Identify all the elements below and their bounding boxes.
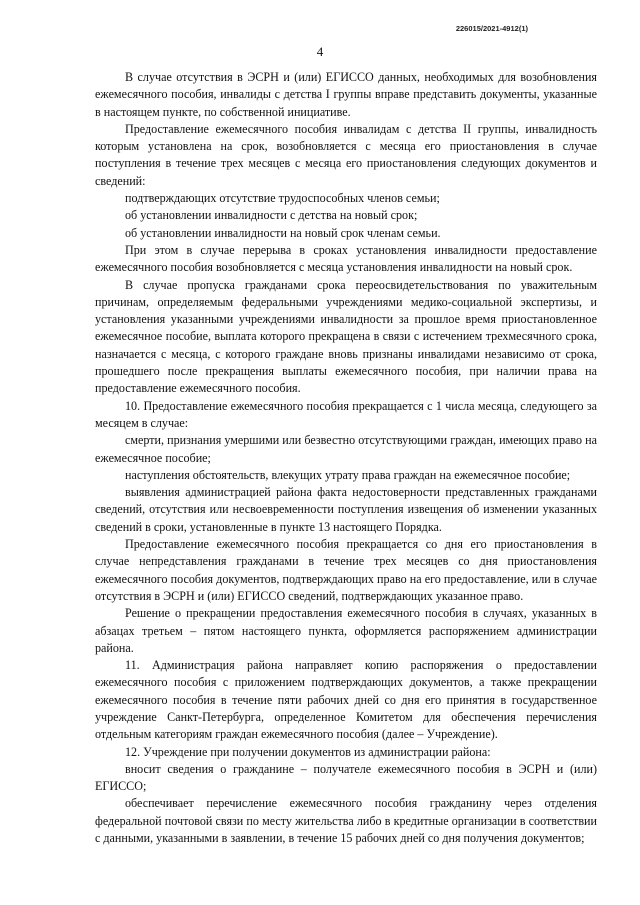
paragraph: 12. Учреждение при получении документов из администрации района: <box>125 744 491 759</box>
page-number: 4 <box>316 44 324 59</box>
paragraph: Предоставление ежемесячного пособия прекращается со дня его приостановления в случае непредставления гражданами в течение трех месяцев со дня приостановления ежемесячного пособия документов, подтверждающих право на его предоставление, или в случае отсутствия в ЭСРН и (или) ЕГИССО сведений, подтверждающих указанное право. <box>95 537 597 603</box>
paragraph: вносит сведения о гражданине – получателе ежемесячного пособия в ЭСРН и (или) ЕГИССО; <box>95 761 597 794</box>
paragraph: обеспечивает перечисление ежемесячного пособия гражданину через отделения федеральной почтовой связи по месту жительства либо в кредитные организации в соответствии с данными, указанными в заявлении, в течение 15 рабочих дней со дня получения документов; <box>95 796 597 846</box>
paragraph: 10. Предоставление ежемесячного пособия прекращается с 1 числа месяца, следующего за месяцем в случае: <box>95 398 597 430</box>
paragraph: подтверждающих отсутствие трудоспособных членов семьи; <box>125 191 440 206</box>
paragraph: выявления администрацией района факта недостоверности представленных гражданами сведений, отсутствия или несвоевременности поступления извещения об изменении указанных сведений в сроки, установленные в пункте 13 настоящего Порядка. <box>95 485 597 534</box>
document-id: 226015/2021-4912(1) <box>455 24 528 33</box>
document-body <box>95 69 597 847</box>
paragraph: об установлении инвалидности с детства на новый срок; <box>125 208 418 223</box>
paragraph: В случае отсутствия в ЭСРН и (или) ЕГИССО данных, необходимых для возобновления ежемесячного пособия, инвалиды с детства I группы вправе представить документы, указанные в настоящем пункте, по собственной инициативе. <box>95 70 597 119</box>
paragraph: 11. Администрация района направляет копию распоряжения о предоставлении ежемесячного пособия с приложением подтверждающих документов, а также прекращении ежемесячного пособия в течение пяти рабочих дней со дня его принятия в государственное учреждение Санкт-Петербурга, определенное Комитетом для обеспечения перечисления отдельным категориям граждан ежемесячного пособия (далее – Учреждение). <box>95 658 597 742</box>
paragraph: Предоставление ежемесячного пособия инвалидам с детства II группы, инвалидность которым установлена на срок, возобновляется с месяца его приостановления в случае поступления в течение трех месяцев с месяца его приостановления следующих документов и сведений: <box>95 121 597 188</box>
paragraph: Решение о прекращении предоставления ежемесячного пособия в случаях, указанных в абзацах третьем – пятом настоящего пункта, оформляется распоряжением администрации района. <box>95 606 597 655</box>
paragraph: При этом в случае перерыва в сроках установления инвалидности предоставление ежемесячного пособия возобновляется с месяца установления инвалидности на новый срок. <box>95 242 597 275</box>
paragraph: об установлении инвалидности на новый срок членам семьи. <box>125 225 441 240</box>
paragraph: смерти, признания умершими или безвестно отсутствующими граждан, имеющих право на ежемесячное пособие; <box>95 433 597 465</box>
paragraph: наступления обстоятельств, влекущих утрату права граждан на ежемесячное пособие; <box>125 467 571 482</box>
paragraph: В случае пропуска гражданами срока переосвидетельствования по уважительным причинам, определяемым федеральными учреждениями медико-социальной экспертизы, и установления указанными учреждениями инвалидности за прошлое время приостановленное ежемесячное пособие, выплата которого прекращена в связи с истечением трехмесячного срока, назначается с месяца, с которого граждане вновь признаны инвалидами независимо от срока, прошедшего после прекращения выплаты ежемесячного пособия, при наличии права на предоставление ежемесячного пособия. <box>95 277 597 396</box>
